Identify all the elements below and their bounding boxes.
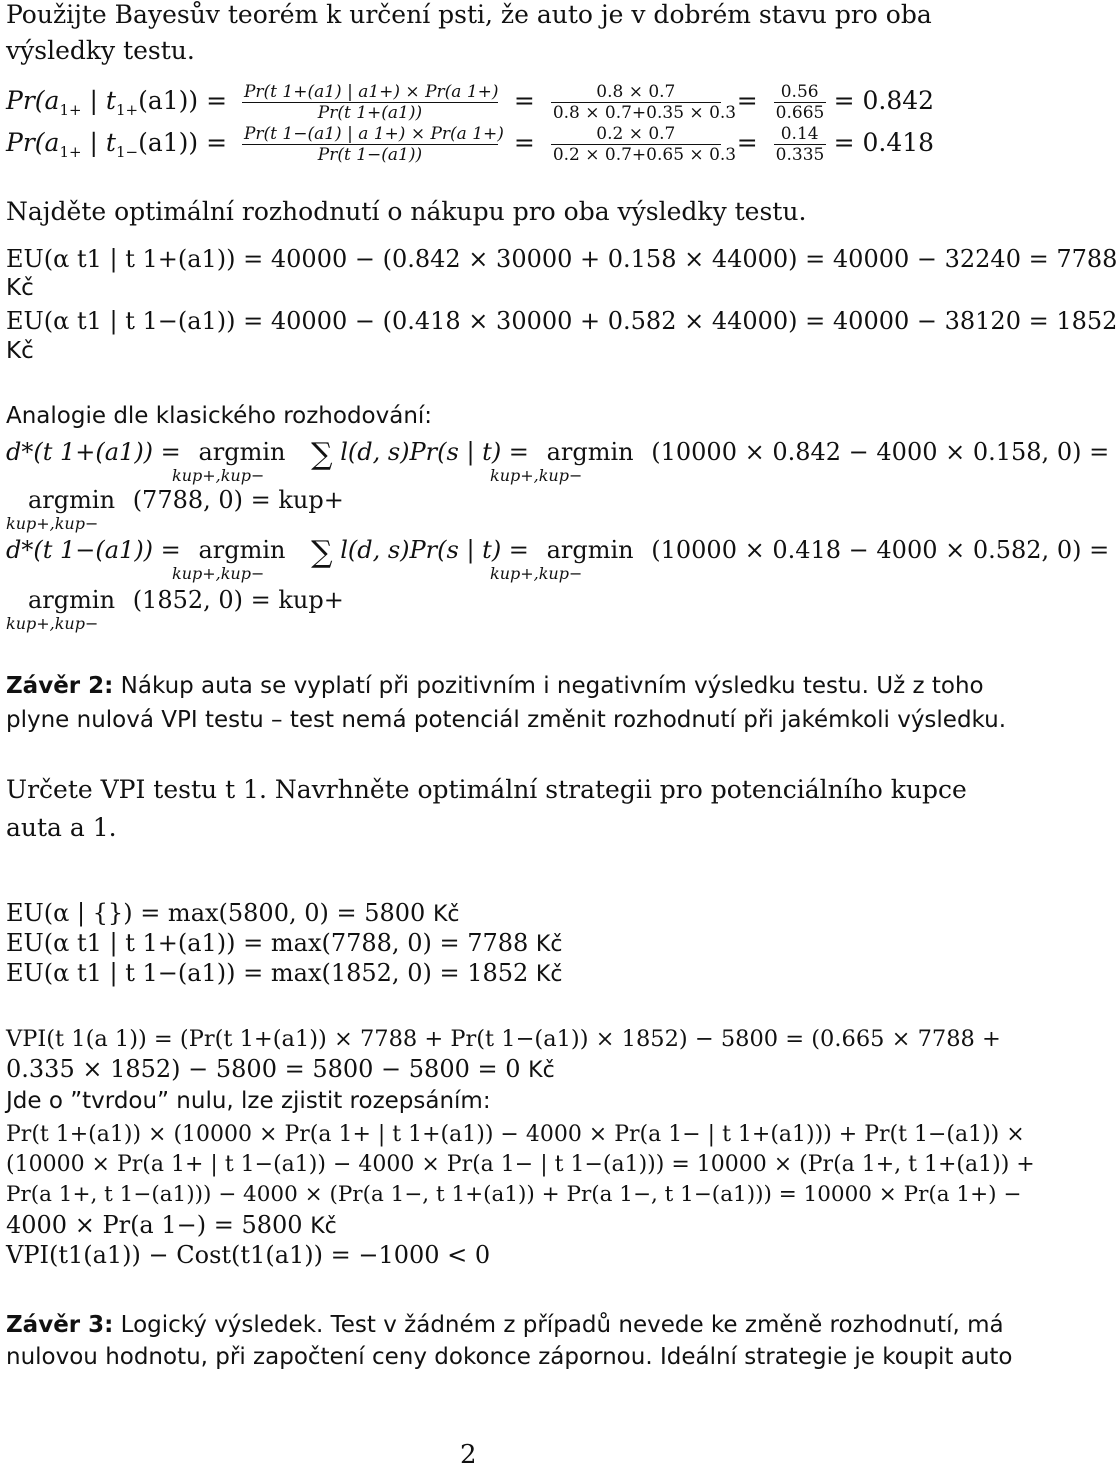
conclusion-3-line-1: Závěr 3: Logický výsledek. Test v žádném z případů nevede ke změně rozhodnutí, má [6, 1312, 1004, 1338]
bayes-1-fraction: $\frac{Pr(t 1+(a1) | a1+) \times Pr(a 1+)}{Pr(t 1+(a1))}$ [243, 82, 499, 123]
decision-positive-under-2: kup+,kup− [490, 466, 583, 485]
decision-positive-cont: argmin (7788, 0) = kup+ [28, 486, 344, 514]
decision-negative: d*(t 1−(a1)) = argmin ∑ l(d, s)Pr(s | t) = argmin (10000 × 0.418 − 4000 × 0.582, 0) = [6, 535, 1110, 570]
eu-max-prior: EU(α | {}) = max(5800, 0) = 5800 Kč [6, 899, 460, 927]
intro-line-1: Použijte Bayesův teorém k určení psti, že auto je v dobrém stavu pro oba [6, 0, 932, 29]
bayes-1-result: = 0.842 [833, 86, 935, 115]
eu-negative: EU(α t1 | t 1−(a1)) = 40000 − (0.418 × 30000 + 0.582 × 44000) = 40000 − 38120 = 1852 [6, 307, 1117, 335]
eu-max-positive: EU(α t1 | t 1+(a1)) = max(7788, 0) = 7788 Kč [6, 929, 563, 957]
decision-positive-under-1: kup+,kup− [172, 466, 265, 485]
decision-negative-cont: argmin (1852, 0) = kup+ [28, 586, 344, 614]
decision-negative-under-2: kup+,kup− [490, 564, 583, 583]
task-3-line-1: Určete VPI testu t 1. Navrhněte optimální strategii pro potenciálního kupce [6, 775, 967, 804]
bayes-2-ratio: $\frac{0.14}{0.335}$ [775, 124, 825, 165]
page-number: 2 [460, 1440, 477, 1470]
decision-positive: d*(t 1+(a1)) = argmin ∑ l(d, s)Pr(s | t) = argmin (10000 × 0.842 − 4000 × 0.158, 0) = [6, 437, 1110, 472]
decision-negative-under-1: kup+,kup− [172, 564, 265, 583]
bayes-row-2: $Pr(a_{1+}$ | $t_{1-}(a1)$) = $\frac{Pr(t 1-(a1) | a 1+) \times Pr(a 1+)}{Pr(t 1-(a1))}$ = $\frac{0.2 \times 0.7}{0.2 \times 0.7+0.65 \times 0.3}$ = $\frac{0.14}{0.335}$ = 0.418 [6, 124, 935, 165]
task-2-heading: Najděte optimální rozhodnutí o nákupu pro oba výsledky testu. [6, 197, 807, 226]
conclusion-2-line-1: Závěr 2: Nákup auta se vyplatí při pozitivním i negativním výsledku testu. Už z toho [6, 673, 984, 699]
bayes-2-result: = 0.418 [833, 128, 935, 157]
eu-negative-unit: Kč [6, 338, 34, 364]
vpi-line-2: 0.335 × 1852) − 5800 = 5800 − 5800 = 0 Kč [6, 1055, 555, 1083]
intro-line-2: výsledky testu. [6, 36, 195, 65]
eu-positive-unit: Kč [6, 275, 34, 301]
bayes-1-ratio: $\frac{0.56}{0.665}$ [775, 82, 825, 123]
vpi-line-3: Pr(t 1+(a1)) × (10000 × Pr(a 1+ | t 1+(a1)) − 4000 × Pr(a 1− | t 1+(a1))) + Pr(t 1−(a1)) × [6, 1122, 1025, 1147]
eu-max-negative: EU(α t1 | t 1−(a1)) = max(1852, 0) = 1852 Kč [6, 959, 563, 987]
vpi-line-6: 4000 × Pr(a 1−) = 5800 Kč [6, 1211, 337, 1239]
vpi-line-5: Pr(a 1+, t 1−(a1))) − 4000 × (Pr(a 1−, t 1+(a1)) + Pr(a 1−, t 1−(a1))) = 10000 × Pr(a 1+) − [6, 1182, 1022, 1207]
bayes-2-numeric: $\frac{0.2 \times 0.7}{0.2 \times 0.7+0.65 \times 0.3}$ [552, 124, 737, 165]
decision-negative-under-3: kup+,kup− [6, 614, 99, 633]
bayes-1-numeric: $\frac{0.8 \times 0.7}{0.8 \times 0.7+0.35 \times 0.3}$ [552, 82, 737, 123]
analogy-heading: Analogie dle klasického rozhodování: [6, 403, 433, 429]
vpi-hard-zero: Jde o ”tvrdou” nulu, lze zjistit rozepsáním: [6, 1088, 491, 1114]
conclusion-3-line-2: nulovou hodnotu, při započtení ceny dokonce zápornou. Ideální strategie je koupit auto [6, 1344, 1013, 1370]
eu-positive: EU(α t1 | t 1+(a1)) = 40000 − (0.842 × 30000 + 0.158 × 44000) = 40000 − 32240 = 7788 [6, 245, 1117, 273]
vpi-line-1: VPI(t 1(a 1)) = (Pr(t 1+(a1)) × 7788 + Pr(t 1−(a1)) × 1852) − 5800 = (0.665 × 7788 + [6, 1026, 1001, 1052]
vpi-line-4: (10000 × Pr(a 1+ | t 1−(a1)) − 4000 × Pr(a 1− | t 1−(a1))) = 10000 × (Pr(a 1+, t 1+(a1)) + [6, 1152, 1035, 1177]
conclusion-2-line-2: plyne nulová VPI testu – test nemá potenciál změnit rozhodnutí při jakémkoli výsledku. [6, 707, 1007, 733]
bayes-row-1: $Pr(a_{1+}$ | $t_{1+}(a1)$) = $\frac{Pr(t 1+(a1) | a1+) \times Pr(a 1+)}{Pr(t 1+(a1))}$ = $\frac{0.8 \times 0.7}{0.8 \times 0.7+0.35 \times 0.3}$ = $\frac{0.56}{0.665}$ = 0.842 [6, 82, 935, 123]
decision-positive-under-3: kup+,kup− [6, 514, 99, 533]
bayes-2-fraction: $\frac{Pr(t 1-(a1) | a 1+) \times Pr(a 1+)}{Pr(t 1-(a1))}$ [243, 124, 504, 165]
task-3-line-2: auta a 1. [6, 813, 117, 842]
vpi-line-7: VPI(t1(a1)) − Cost(t1(a1)) = −1000 < 0 [6, 1241, 491, 1269]
